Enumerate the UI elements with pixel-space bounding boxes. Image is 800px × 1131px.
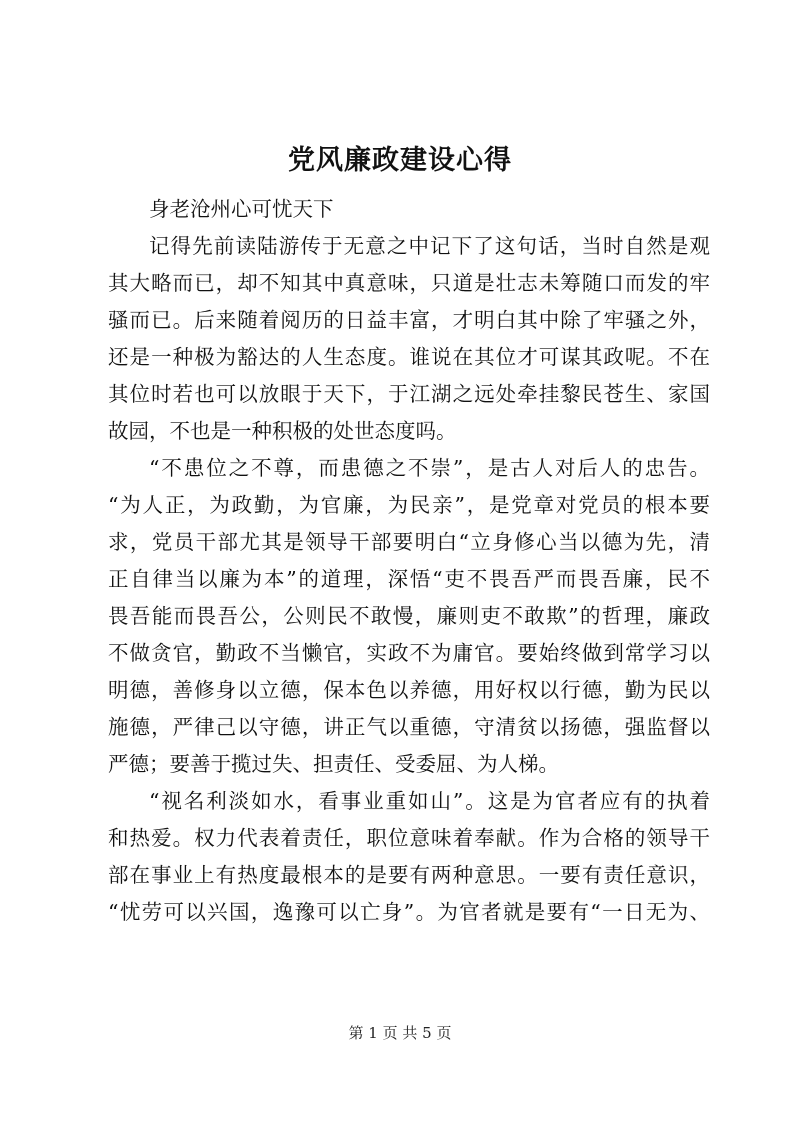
- paragraph-1-line: 故园，不也是一种积极的处世态度吗。: [108, 419, 457, 443]
- paragraph-1-line: 骚而已。后来随着阅历的日益丰富，才明白其中除了牢骚之外，: [108, 308, 710, 332]
- paragraph-2-line: 畏吾能而畏吾公，公则民不敢慢，廉则吏不敢欺”的哲理，廉政: [108, 604, 710, 628]
- paragraph-3-line: “视名利淡如水，看事业重如山”。这是为官者应有的执着: [149, 789, 710, 813]
- document-body: [108, 191, 710, 931]
- paragraph-2-line: 明德，善修身以立德，保本色以养德，用好权以行德，勤为民以: [108, 678, 710, 702]
- paragraph-2-line: 正自律当以廉为本”的道理，深悟“吏不畏吾严而畏吾廉，民不: [108, 567, 710, 591]
- paragraph-3-line: 和热爱。权力代表着责任，职位意味着奉献。作为合格的领导干: [108, 826, 710, 850]
- paragraph-2-line: “不患位之不尊，而患德之不崇”，是古人对后人的忠告。: [149, 456, 710, 480]
- paragraph-2-line: 不做贪官，勤政不当懒官，实政不为庸官。要始终做到常学习以: [108, 641, 710, 665]
- paragraph-2-line: “为人正，为政勤，为官廉，为民亲”，是党章对党员的根本要: [108, 493, 710, 517]
- paragraph-2-line: 求，党员干部尤其是领导干部要明白“立身修心当以德为先，清: [108, 530, 710, 554]
- paragraph-1-line: 记得先前读陆游传于无意之中记下了这句话，当时自然是观: [149, 234, 710, 258]
- paragraph-1-line: 其大略而已，却不知其中真意味，只道是壮志未筹随口而发的牢: [108, 271, 710, 295]
- paragraph-1-line: 其位时若也可以放眼于天下，于江湖之远处牵挂黎民苍生、家国: [108, 382, 710, 406]
- document-title: 党风廉政建设心得: [288, 145, 512, 176]
- paragraph-3-line: 部在事业上有热度最根本的是要有两种意思。一要有责任意识，: [108, 863, 710, 887]
- paragraph-2-line: 严德；要善于揽过失、担责任、受委屈、为人梯。: [108, 752, 559, 776]
- page-number-footer: 第 1 页 共 5 页: [348, 1024, 452, 1042]
- paragraph-1-line: 还是一种极为豁达的人生态度。谁说在其位才可谋其政呢。不在: [108, 345, 710, 369]
- paragraph-3-line: “忧劳可以兴国，逸豫可以亡身”。为官者就是要有“一日无为、: [108, 900, 710, 924]
- paragraph-2-line: 施德，严律己以守德，讲正气以重德，守清贫以扬德，强监督以: [108, 715, 710, 739]
- subtitle-line: 身老沧州心可忧天下: [149, 197, 334, 221]
